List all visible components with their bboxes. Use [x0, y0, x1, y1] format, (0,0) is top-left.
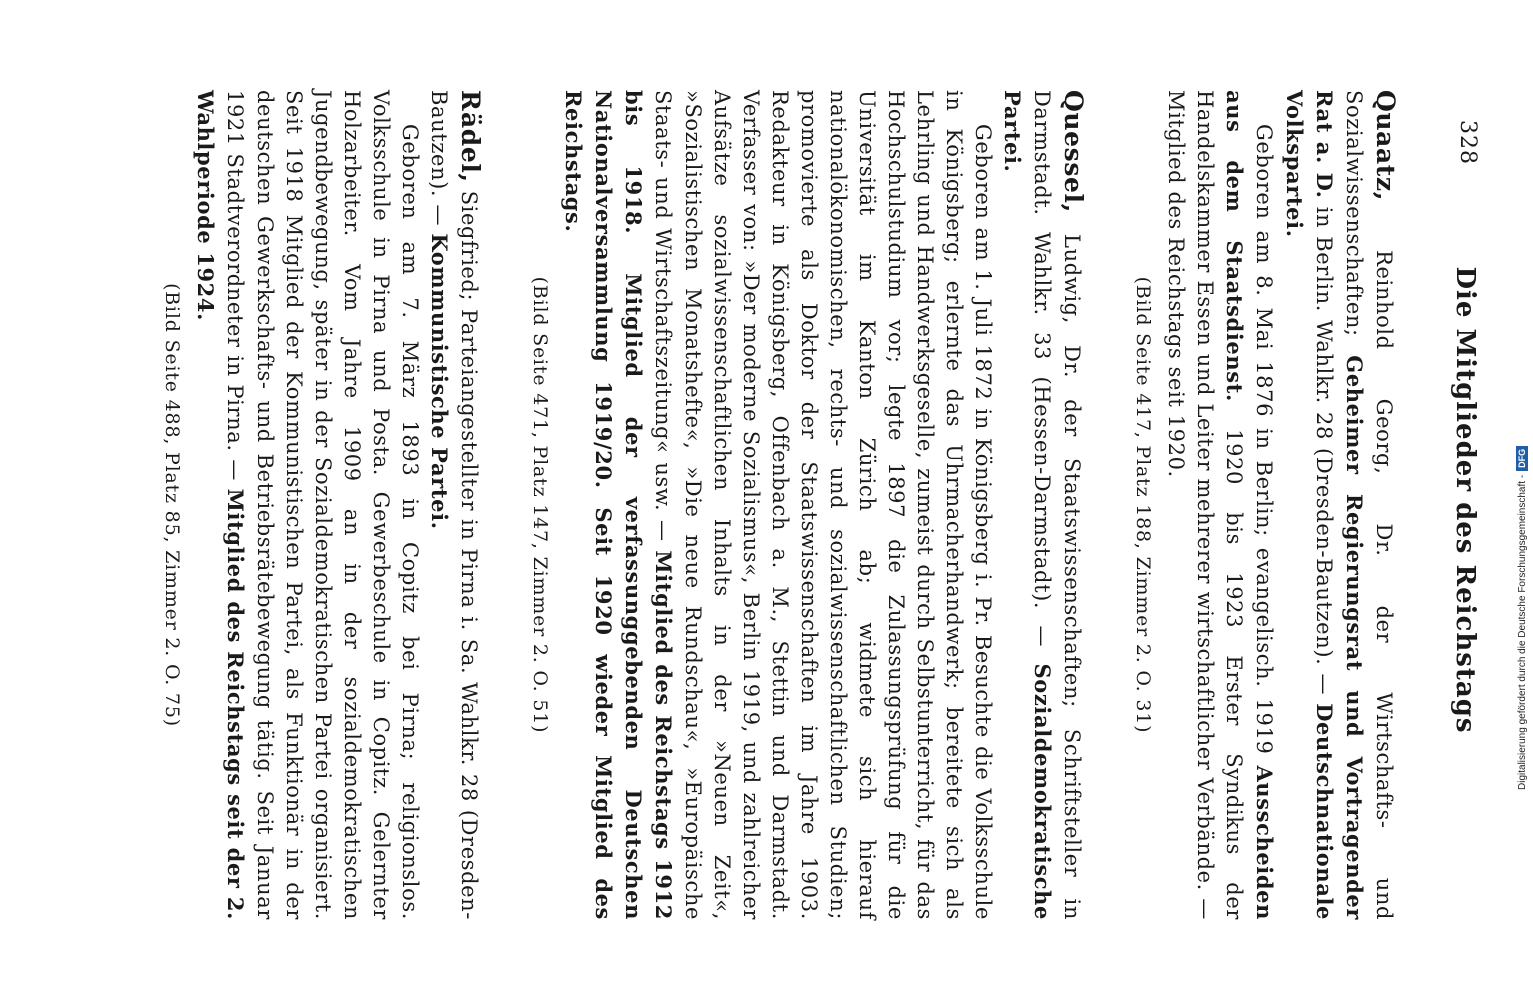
entry-biography: [558, 90, 997, 920]
image-reference: (Bild Seite 471, Platz 147, Zimmer 2. O. 51): [529, 276, 551, 734]
entry-intro: [997, 90, 1088, 920]
entry-constituency: in Berlin. Wahlkr. 28 (Dresden-Bautzen). —: [1312, 198, 1336, 704]
member-name: Quessel,: [1059, 90, 1088, 213]
entry-intro-text: Ludwig, Dr. der Staatswissenschaften; Schriftsteller in Darmstadt. Wahlkr. 33 (Hessen-Darmstadt). —: [1030, 90, 1084, 920]
bio-membership: Mitglied des Reichstags seit der 2. Wahlperiode 1924.: [193, 90, 248, 921]
digitization-credit: [1516, 0, 1530, 1000]
image-reference: (Bild Seite 488, Platz 85, Zimmer 2. O. 75): [161, 283, 183, 727]
bio-text: 1920 bis 1923 Erster Syndikus der Handelskammer Essen und Leiter mehrerer wirtschaftlicher Verbände. —: [1193, 90, 1246, 920]
entry-intro: [1279, 90, 1400, 920]
bio-text: Geboren am 8. Mai 1876 in Berlin; evangelisch. 1919: [1252, 124, 1276, 766]
entry-biography: [190, 90, 424, 920]
bio-membership: Mitglied des Reichstags 1912 bis 1918. Mitglied der verfassunggebenden Deutschen Nationalversammlung 1919/20. Seit 1920 wieder Mitglied des Reichstags.: [561, 90, 676, 921]
bio-text: Geboren am 7. März 1893 in Copitz bei Pirna; religionslos. Volksschule in Pirna und Posta. Gewerbeschule in Copitz. Gelernter Holzarbeiter. Vom Jahre 1909 an in der sozialdemokratischen Jugendbewegung, später in der Sozialdemokratischen Partei organisiert. Seit 1918 Mitglied der Kommunistischen Partei, als Funktionär in der deutschen Gewerkschafts- und Betriebsrätebewegung tätig. Seit Januar 1921 Stadtverordneter in Pirna. —: [223, 90, 422, 920]
credit-text-line: [1516, 30, 1530, 790]
bio-text: Geboren am 1. Juli 1872 in Königsberg i. Pr. Besuchte die Volksschule in Königsberg; erlernte das Uhrmacherhandwerk; bereitete sich als Lehrling und Handwerksgeselle, zumeist durch Selbstunterricht, für das Hochschulstudium vor; legte 1897 die Zulassungsprüfung für die Universität im Kanton Zürich ab; widmete sich hierauf nationalökonomischen, rechts- und sozialwissenschaftlichen Studien; promovierte als Doktor der Staatswissenschaften im Jahre 1903. Redakteur in Königsberg, Offenbach a. M., Stettin und Darmstadt. Verfasser von: »Der moderne Sozialismus«, Berlin 1919, und zahlreicher Aufsätze sozialwissenschaftlichen Inhalts in der »Neuen Zeit«, »Sozialistischen Monatshefte«, »Die neue Rundschau«, »Europäische Staats- und Wirtschaftszeitung« usw. —: [651, 90, 995, 920]
bio-membership: Mitglied des Reichstags seit 1920.: [1164, 90, 1188, 478]
entry-intro: [424, 90, 485, 920]
member-name: Quaatz,: [1371, 90, 1400, 201]
bio-highlight: Ausscheiden aus dem Staatsdienst.: [1222, 90, 1277, 920]
entry-intro-text: Reinhold Georg, Dr. der Wirtschafts- und Sozialwissenschaften;: [1342, 90, 1396, 920]
page-number: 328: [1455, 120, 1480, 165]
page-content: [117, 90, 1400, 920]
member-name: Rädel,: [456, 90, 485, 183]
member-entry: [1128, 90, 1400, 920]
entry-intro-text: Siegfried; Parteiangestellter in Pirna i. Sa. Wahlkr. 28 (Dresden-Bautzen). —: [427, 90, 481, 920]
page-header: [1430, 60, 1480, 940]
member-entry: [525, 90, 1088, 920]
entry-title: Geheimer Regierungsrat und Vortragender Rat a. D.: [1312, 90, 1367, 920]
image-reference: (Bild Seite 417, Platz 188, Zimmer 2. O. 31): [1132, 276, 1154, 734]
party-name: Sozialdemokratische Partei.: [1000, 90, 1055, 920]
party-name: Deutschnationale Volkspartei.: [1282, 90, 1337, 920]
credit-text: Digitalisierung gefördert durch die Deutsche Forschungsgemeinschaft -: [1517, 474, 1528, 790]
member-entry: [157, 90, 485, 920]
running-title: Die Mitglieder des Reichstags: [1450, 266, 1480, 734]
entry-biography: [1161, 90, 1279, 920]
party-name: Kommunistische Partei.: [427, 233, 452, 530]
dfg-logo: DFG: [1516, 446, 1528, 471]
